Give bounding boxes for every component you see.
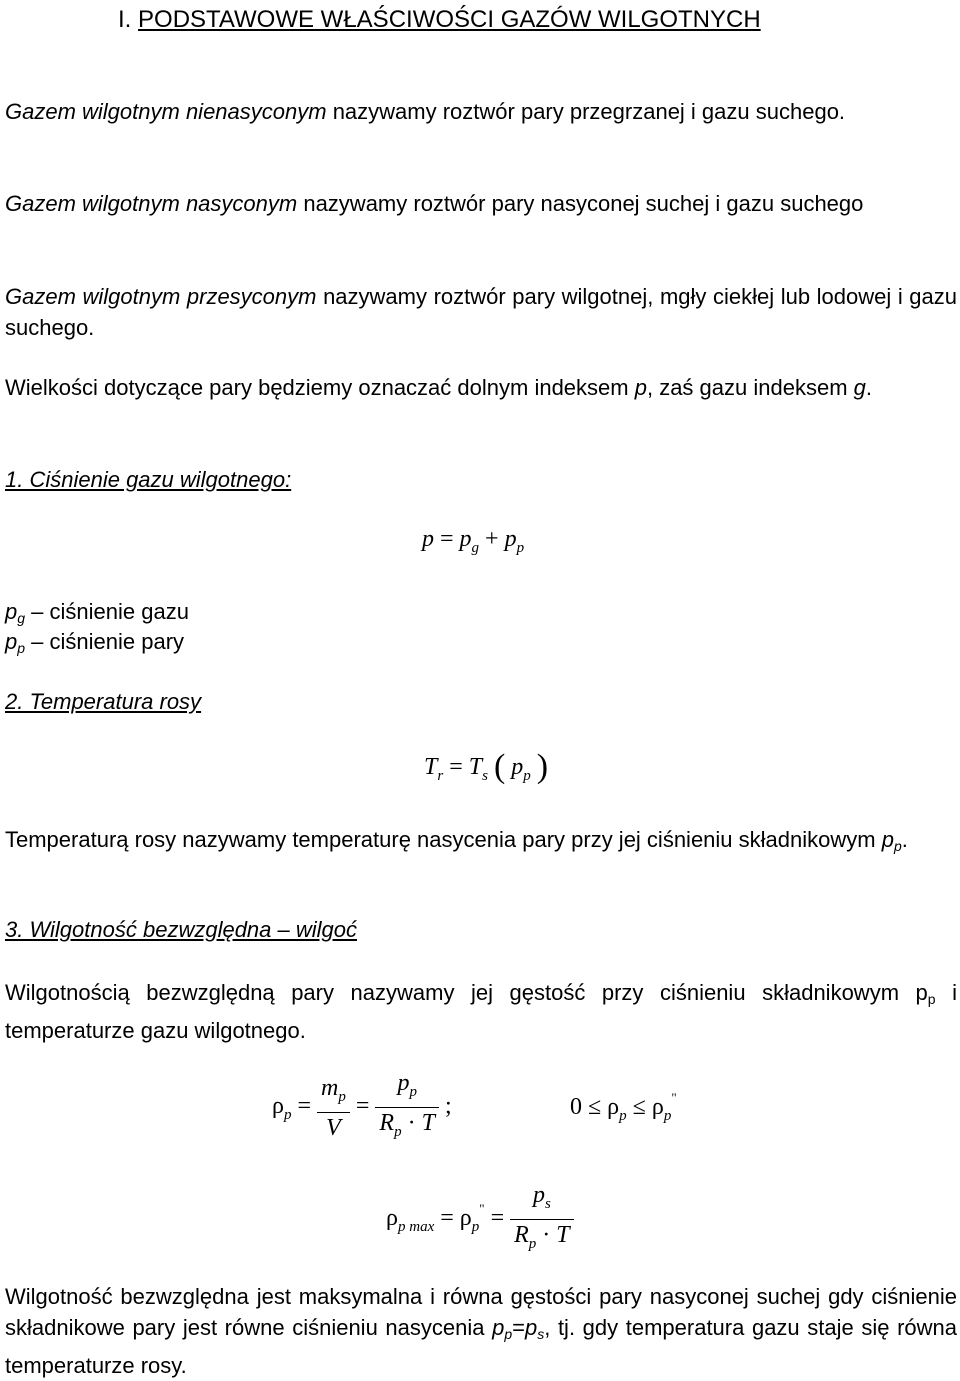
- eq-subscript: p: [528, 1236, 537, 1252]
- eq-rho: ρ: [386, 1205, 398, 1232]
- definition-text: nazywamy roztwór pary nasyconej suchej i gazu suchego: [297, 191, 864, 216]
- notation-p-symbol: p: [634, 375, 647, 400]
- eq-symbol: T: [468, 754, 483, 780]
- eq-symbol: T: [424, 754, 438, 780]
- legend-subscript: p: [17, 640, 26, 656]
- final-subscript: s: [537, 1326, 545, 1342]
- fraction-saturation-pressure: [510, 1180, 574, 1259]
- eq-symbol: T: [556, 1222, 570, 1248]
- final-text: Wilgotność bezwzględna jest maksymalna i równa gęstości pary nasyconej suchej gdy ciśnienie składnikowe pary jest równe ciśnieniu nasycenia: [5, 1284, 957, 1340]
- eq-symbol: p: [511, 754, 524, 780]
- legend-subscript: g: [17, 610, 26, 626]
- eq-operator: +: [485, 526, 499, 552]
- final-symbol: p: [492, 1315, 505, 1340]
- equation-dew-point: [424, 748, 548, 786]
- equation-density: [272, 1068, 452, 1147]
- definition-text: nazywamy roztwór pary przegrzanej i gazu suchego.: [326, 99, 846, 124]
- fraction-pressure-gas-constant: [375, 1068, 439, 1147]
- title-number: I.: [118, 6, 132, 33]
- definition-term: Gazem wilgotnym przesyconym: [5, 284, 317, 309]
- eq-subscript: p: [283, 1107, 292, 1124]
- equation-density-bounds: [570, 1090, 677, 1125]
- humidity-text: Wilgotnością bezwzględną pary nazywamy jej gęstość przy ciśnieniu składnikowym p: [5, 980, 928, 1005]
- definition-saturated: [5, 188, 957, 219]
- eq-symbol: R: [379, 1110, 395, 1136]
- eq-operator: =: [297, 1093, 312, 1120]
- final-operator: =: [512, 1315, 525, 1340]
- final-symbol: p: [524, 1315, 538, 1340]
- eq-subscript: r: [437, 768, 444, 784]
- eq-rho: ρ: [272, 1093, 284, 1120]
- section-1-heading-text: 1. Ciśnienie gazu wilgotnego:: [5, 467, 292, 492]
- eq-operator: =: [440, 1205, 454, 1232]
- equation-total-pressure: [422, 526, 524, 557]
- eq-operator: ≤: [588, 1094, 602, 1120]
- eq-operator: ≤: [632, 1094, 646, 1120]
- eq-symbol: p: [422, 526, 434, 552]
- notation-text: , zaś gazu indeksem: [646, 375, 854, 400]
- page-title: [118, 4, 761, 36]
- eq-operator: =: [355, 1093, 370, 1120]
- section-2-heading: [5, 686, 957, 717]
- eq-subscript: s: [482, 768, 488, 784]
- section-2-heading-text: 2. Temperatura rosy: [5, 689, 202, 714]
- eq-rho: ρ: [459, 1205, 472, 1232]
- dew-point-text: Temperaturą rosy nazywamy temperaturę nasycenia pary przy jej ciśnieniu składnikowym: [5, 827, 882, 852]
- absolute-humidity-definition: [5, 977, 957, 1046]
- eq-symbol: T: [421, 1110, 435, 1136]
- eq-symbol: p: [532, 1182, 545, 1208]
- eq-subscript: g: [471, 540, 480, 556]
- legend-description: – ciśnienie pary: [25, 629, 185, 654]
- eq-subscript: p: [663, 1108, 672, 1124]
- eq-subscript: p: [394, 1124, 402, 1140]
- humidity-subscript: p: [927, 991, 936, 1007]
- eq-symbol: V: [326, 1114, 341, 1141]
- dew-point-symbol: p: [881, 827, 894, 852]
- dew-point-text-end: .: [901, 827, 908, 852]
- eq-operator: =: [449, 754, 463, 780]
- legend-vapor-pressure: [5, 626, 957, 664]
- eq-symbol: p: [397, 1070, 410, 1096]
- eq-separator: ;: [444, 1093, 452, 1120]
- eq-rho: ρ: [651, 1094, 664, 1120]
- eq-subscript: p: [409, 1084, 417, 1100]
- legend-symbol: p: [5, 629, 18, 654]
- eq-operator: =: [490, 1205, 505, 1232]
- eq-number: 0: [570, 1094, 582, 1120]
- eq-subscript: p: [338, 1088, 346, 1105]
- eq-operator: ·: [407, 1110, 416, 1136]
- definition-unsaturated: [5, 96, 957, 127]
- dew-point-subscript: p: [893, 838, 902, 854]
- legend-description: – ciśnienie gazu: [25, 599, 189, 624]
- definition-supersaturated: [5, 281, 957, 343]
- eq-prime: ": [671, 1090, 677, 1105]
- eq-subscript: p: [471, 1219, 480, 1236]
- eq-symbol: p: [504, 526, 517, 552]
- eq-symbol: R: [514, 1222, 529, 1248]
- final-subscript: p: [504, 1326, 513, 1342]
- eq-subscript: s: [544, 1196, 551, 1212]
- dew-point-definition: [5, 824, 957, 862]
- definition-term: Gazem wilgotnym nasyconym: [5, 191, 298, 216]
- final-text-end: , tj. gdy temperatura gazu staje się równa temperaturze rosy.: [5, 1315, 957, 1378]
- notation-paragraph: [5, 372, 957, 403]
- eq-paren: (: [493, 748, 506, 785]
- definition-text: nazywamy roztwór pary wilgotnej, mgły ciekłej lub lodowej i gazu suchego.: [5, 284, 957, 340]
- final-paragraph: [5, 1281, 957, 1381]
- section-1-heading: [5, 464, 957, 495]
- section-3-heading: [5, 914, 957, 945]
- eq-operator: ·: [542, 1222, 551, 1248]
- eq-subscript: p: [523, 768, 531, 784]
- definition-term: Gazem wilgotnym nienasyconym: [5, 99, 327, 124]
- eq-symbol: m: [321, 1074, 339, 1101]
- eq-subscript: p: [516, 540, 525, 556]
- eq-rho: ρ: [607, 1094, 620, 1120]
- eq-symbol: p: [459, 526, 472, 552]
- notation-g-symbol: g: [853, 375, 866, 400]
- eq-prime: ": [479, 1201, 485, 1217]
- fraction-mass-volume: [317, 1073, 350, 1143]
- equation-max-density: [386, 1180, 574, 1259]
- eq-subscript: p: [619, 1108, 627, 1124]
- eq-paren: ): [536, 748, 549, 785]
- eq-operator: =: [440, 526, 454, 552]
- humidity-text-end: i temperaturze gazu wilgotnego.: [5, 980, 958, 1043]
- title-text: PODSTAWOWE WŁAŚCIWOŚCI GAZÓW WILGOTNYCH: [138, 6, 761, 33]
- notation-text: .: [865, 375, 873, 400]
- notation-text: Wielkości dotyczące pary będziemy oznaczać dolnym indeksem: [5, 375, 635, 400]
- section-3-heading-text: 3. Wilgotność bezwzględna – wilgoć: [5, 917, 357, 942]
- eq-subscript: p max: [397, 1219, 435, 1236]
- legend-symbol: p: [5, 599, 18, 624]
